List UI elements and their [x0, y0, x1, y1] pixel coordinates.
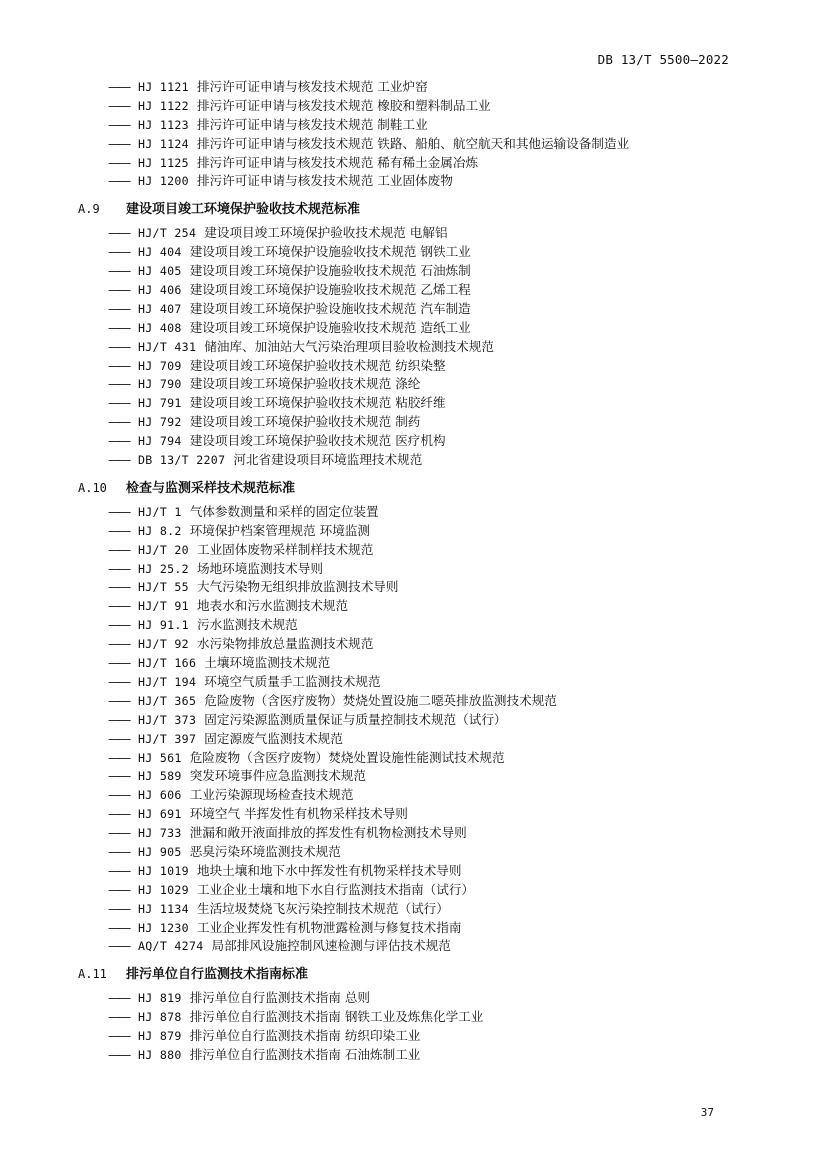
standard-item	[78, 937, 758, 956]
standard-title: 环境保护档案管理规范 环境监测	[189, 522, 371, 538]
standard-item	[78, 919, 758, 938]
standard-title: 排污单位自行监测技术指南 钢铁工业及炼焦化学工业	[189, 1009, 484, 1025]
standard-title: 建设项目竣工环境保护验收技术规范 纺织染整	[189, 357, 446, 373]
standard-title: 排污单位自行监测技术指南 纺织印染工业	[189, 1028, 421, 1044]
standard-item	[78, 224, 758, 243]
standard-title: 储油库、加油站大气污染治理项目验收检测技术规范	[204, 338, 494, 354]
standards-list	[78, 78, 758, 1065]
standard-title: 排污单位自行监测技术指南 总则	[189, 990, 371, 1006]
standard-title: 建设项目竣工环境保护设施验收技术规范 石油炼制	[189, 263, 471, 279]
standard-item	[78, 97, 758, 116]
list-dash: ——	[108, 900, 130, 916]
standard-title: 建设项目竣工环境保护设施验收技术规范 造纸工业	[189, 319, 471, 335]
standard-item	[78, 730, 758, 749]
standard-item	[78, 692, 758, 711]
standard-item	[78, 413, 758, 432]
list-dash: ——	[108, 990, 130, 1006]
standard-code: HJ 791	[138, 396, 182, 411]
standard-item	[78, 989, 758, 1008]
standard-title: 恶臭污染环境监测技术规范	[189, 843, 341, 859]
standard-item	[78, 135, 758, 154]
standard-title: 工业企业挥发性有机物泄露检测与修复技术指南	[196, 919, 462, 935]
standard-item	[78, 451, 758, 470]
standard-item	[78, 824, 758, 843]
standard-item	[78, 78, 758, 97]
standard-title: 排污许可证申请与核发技术规范 工业炉窑	[196, 79, 428, 94]
standard-title: 工业企业土壤和地下水自行监测技术指南（试行）	[196, 881, 475, 897]
standard-item	[78, 394, 758, 413]
standard-item	[78, 900, 758, 919]
section-title: 建设项目竣工环境保护验收技术规范标准	[126, 202, 361, 218]
section-title: 检查与监测采样技术规范标准	[126, 480, 296, 496]
standard-code: HJ 561	[138, 750, 182, 765]
standard-item	[78, 281, 758, 300]
list-dash: ——	[108, 433, 130, 449]
standard-code: HJ 1124	[138, 136, 189, 151]
list-dash: ——	[108, 787, 130, 803]
standard-item	[78, 357, 758, 376]
standard-code: HJ 879	[138, 1029, 182, 1044]
list-dash: ——	[108, 843, 130, 859]
standard-code: HJ 1230	[138, 920, 189, 935]
standard-title: 土壤环境监测技术规范	[204, 655, 331, 671]
standard-title: 危险废物（含医疗废物）焚烧处置设施性能测试技术规范	[189, 749, 505, 765]
standard-code: HJ 1123	[138, 117, 189, 132]
standard-code: HJ 404	[138, 245, 182, 260]
list-dash: ——	[108, 711, 130, 727]
list-dash: ——	[108, 263, 130, 279]
standard-title: 生活垃圾焚烧飞灰污染控制技术规范（试行）	[196, 900, 449, 916]
list-dash: ——	[108, 452, 130, 468]
standard-code: HJ 790	[138, 377, 182, 392]
list-dash: ——	[108, 806, 130, 822]
section-heading	[78, 963, 758, 985]
list-dash: ——	[108, 116, 130, 132]
section-heading	[78, 477, 758, 499]
standard-title: 排污许可证申请与核发技术规范 稀有稀土金属冶炼	[196, 154, 479, 170]
standard-title: 危险废物（含医疗废物）焚烧处置设施二噁英排放监测技术规范	[204, 692, 557, 708]
standard-title: 排污许可证申请与核发技术规范 制鞋工业	[196, 116, 428, 132]
list-dash: ——	[108, 357, 130, 373]
standard-title: 建设项目竣工环境保护设施验收技术规范 钢铁工业	[189, 244, 471, 260]
standard-code: HJ 589	[138, 769, 182, 784]
standard-item	[78, 578, 758, 597]
standard-code: HJ 405	[138, 264, 182, 279]
list-dash: ——	[108, 173, 130, 189]
list-dash: ——	[108, 225, 130, 241]
standard-item	[78, 338, 758, 357]
standard-item	[78, 375, 758, 394]
section-number: A.10	[78, 480, 107, 495]
list-dash: ——	[108, 319, 130, 335]
standard-item	[78, 243, 758, 262]
list-dash: ——	[108, 579, 130, 595]
section-title: 排污单位自行监测技术指南标准	[126, 967, 309, 983]
standard-code: HJ 733	[138, 826, 182, 841]
standard-code: HJ 1200	[138, 174, 189, 189]
standard-title: 固定污染源监测质量保证与质量控制技术规范（试行）	[204, 711, 507, 727]
standard-title: 地块土壤和地下水中挥发性有机物采样技术导则	[196, 862, 462, 878]
standard-code: HJ 709	[138, 358, 182, 373]
standard-code: DB 13/T 2207	[138, 453, 226, 468]
standard-title: 气体参数测量和采样的固定位装置	[189, 503, 379, 519]
standard-title: 排污许可证申请与核发技术规范 工业固体废物	[196, 173, 453, 189]
standard-code: HJ/T 92	[138, 637, 189, 652]
standard-code: HJ 1029	[138, 882, 189, 897]
list-dash: ——	[108, 692, 130, 708]
standard-code: HJ/T 1	[138, 504, 182, 519]
standard-title: 水污染物排放总量监测技术规范	[196, 636, 374, 652]
standard-code: HJ/T 194	[138, 674, 197, 689]
standard-item	[78, 1027, 758, 1046]
standard-code: HJ/T 91	[138, 599, 189, 614]
standard-code: HJ/T 397	[138, 731, 197, 746]
standard-item	[78, 432, 758, 451]
standard-title: 河北省建设项目环境监理技术规范	[233, 452, 423, 468]
list-dash: ——	[108, 376, 130, 392]
standard-title: 排污单位自行监测技术指南 石油炼制工业	[189, 1046, 421, 1062]
standard-title: 排污许可证申请与核发技术规范 橡胶和塑料制品工业	[196, 97, 491, 113]
standard-title: 建设项目竣工环境保护验收技术规范 电解铝	[204, 225, 448, 241]
standard-title: 工业固体废物采样制样技术规范	[196, 541, 374, 557]
standard-title: 污水监测技术规范	[196, 617, 298, 633]
standard-code: HJ/T 365	[138, 693, 197, 708]
standard-item	[78, 1008, 758, 1027]
document-code: DB 13/T 5500—2022	[597, 52, 729, 67]
standard-code: HJ 1122	[138, 98, 189, 113]
list-dash: ——	[108, 154, 130, 170]
standard-code: HJ 408	[138, 320, 182, 335]
standard-title: 建设项目竣工环境保护验收技术规范 涤纶	[189, 376, 421, 392]
standard-code: HJ 25.2	[138, 561, 189, 576]
list-dash: ——	[108, 862, 130, 878]
standard-code: HJ 792	[138, 415, 182, 430]
section-heading	[78, 198, 758, 220]
standard-code: HJ 1019	[138, 863, 189, 878]
standard-code: HJ/T 166	[138, 656, 197, 671]
section-number: A.9	[78, 202, 100, 217]
list-dash: ——	[108, 282, 130, 298]
list-dash: ——	[108, 79, 130, 94]
standard-title: 突发环境事件应急监测技术规范	[189, 768, 366, 784]
list-dash: ——	[108, 560, 130, 576]
list-dash: ——	[108, 338, 130, 354]
standard-code: HJ 819	[138, 991, 182, 1006]
standard-item	[78, 862, 758, 881]
list-dash: ——	[108, 244, 130, 260]
standard-item	[78, 1046, 758, 1065]
standard-code: HJ 406	[138, 283, 182, 298]
standard-title: 建设项目竣工环境保护验设施收技术规范 汽车制造	[189, 300, 471, 316]
standard-code: AQ/T 4274	[138, 939, 204, 954]
standard-title: 环境空气质量手工监测技术规范	[204, 673, 381, 689]
standard-code: HJ 91.1	[138, 618, 189, 633]
standard-code: HJ/T 431	[138, 339, 197, 354]
standard-item	[78, 522, 758, 541]
standard-item	[78, 541, 758, 560]
standard-title: 建设项目竣工环境保护验收技术规范 粘胶纤维	[189, 395, 446, 411]
standard-code: HJ/T 254	[138, 226, 197, 241]
standard-item	[78, 673, 758, 692]
standard-item	[78, 116, 758, 135]
standard-item	[78, 154, 758, 173]
standard-title: 建设项目竣工环境保护设施验收技术规范 乙烯工程	[189, 282, 471, 298]
list-dash: ——	[108, 97, 130, 113]
standard-title: 环境空气 半挥发性有机物采样技术导则	[189, 806, 408, 822]
list-dash: ——	[108, 1028, 130, 1044]
standard-code: HJ 880	[138, 1047, 182, 1062]
list-dash: ——	[108, 617, 130, 633]
standard-code: HJ 8.2	[138, 523, 182, 538]
standard-code: HJ/T 55	[138, 580, 189, 595]
standard-code: HJ/T 373	[138, 712, 197, 727]
standard-code: HJ 1134	[138, 901, 189, 916]
standard-title: 大气污染物无组织排放监测技术导则	[196, 579, 399, 595]
list-dash: ——	[108, 673, 130, 689]
standard-item	[78, 616, 758, 635]
list-dash: ——	[108, 919, 130, 935]
list-dash: ——	[108, 768, 130, 784]
standard-item	[78, 503, 758, 522]
standard-item	[78, 560, 758, 579]
standard-item	[78, 786, 758, 805]
standard-title: 固定源废气监测技术规范	[204, 730, 343, 746]
standard-title: 排污许可证申请与核发技术规范 铁路、船舶、航空航天和其他运输设备制造业	[196, 135, 630, 151]
standard-title: 地表水和污水监测技术规范	[196, 598, 349, 614]
standard-item	[78, 749, 758, 768]
standard-item	[78, 597, 758, 616]
standard-title: 建设项目竣工环境保护验收技术规范 制药	[189, 414, 421, 430]
list-dash: ——	[108, 135, 130, 151]
standard-item	[78, 881, 758, 900]
standard-item	[78, 300, 758, 319]
standard-code: HJ 606	[138, 788, 182, 803]
standard-item	[78, 767, 758, 786]
list-dash: ——	[108, 1046, 130, 1062]
list-dash: ——	[108, 414, 130, 430]
list-dash: ——	[108, 598, 130, 614]
list-dash: ——	[108, 636, 130, 652]
list-dash: ——	[108, 730, 130, 746]
standard-code: HJ 794	[138, 434, 182, 449]
standard-item	[78, 711, 758, 730]
list-dash: ——	[108, 395, 130, 411]
list-dash: ——	[108, 541, 130, 557]
list-dash: ——	[108, 881, 130, 897]
standard-code: HJ 1125	[138, 155, 189, 170]
standard-item	[78, 805, 758, 824]
list-dash: ——	[108, 300, 130, 316]
standard-code: HJ 1121	[138, 80, 189, 94]
list-dash: ——	[108, 749, 130, 765]
standard-item	[78, 635, 758, 654]
list-dash: ——	[108, 938, 130, 954]
standard-title: 局部排风设施控制风速检测与评估技术规范	[211, 938, 451, 954]
list-dash: ——	[108, 655, 130, 671]
section-number: A.11	[78, 967, 107, 982]
standard-item	[78, 843, 758, 862]
standard-title: 建设项目竣工环境保护验收技术规范 医疗机构	[189, 433, 446, 449]
standard-item	[78, 654, 758, 673]
standard-code: HJ/T 20	[138, 542, 189, 557]
standard-code: HJ 691	[138, 807, 182, 822]
standard-item	[78, 262, 758, 281]
page-number: 37	[700, 1106, 714, 1119]
list-dash: ——	[108, 1009, 130, 1025]
standard-title: 工业污染源现场检查技术规范	[189, 787, 354, 803]
list-dash: ——	[108, 522, 130, 538]
standard-title: 场地环境监测技术导则	[196, 560, 323, 576]
list-dash: ——	[108, 503, 130, 519]
standard-item	[78, 172, 758, 191]
standard-item	[78, 319, 758, 338]
standard-title: 泄漏和敞开液面排放的挥发性有机物检测技术导则	[189, 825, 467, 841]
standard-code: HJ 407	[138, 301, 182, 316]
standard-code: HJ 905	[138, 844, 182, 859]
list-dash: ——	[108, 825, 130, 841]
standard-code: HJ 878	[138, 1010, 182, 1025]
